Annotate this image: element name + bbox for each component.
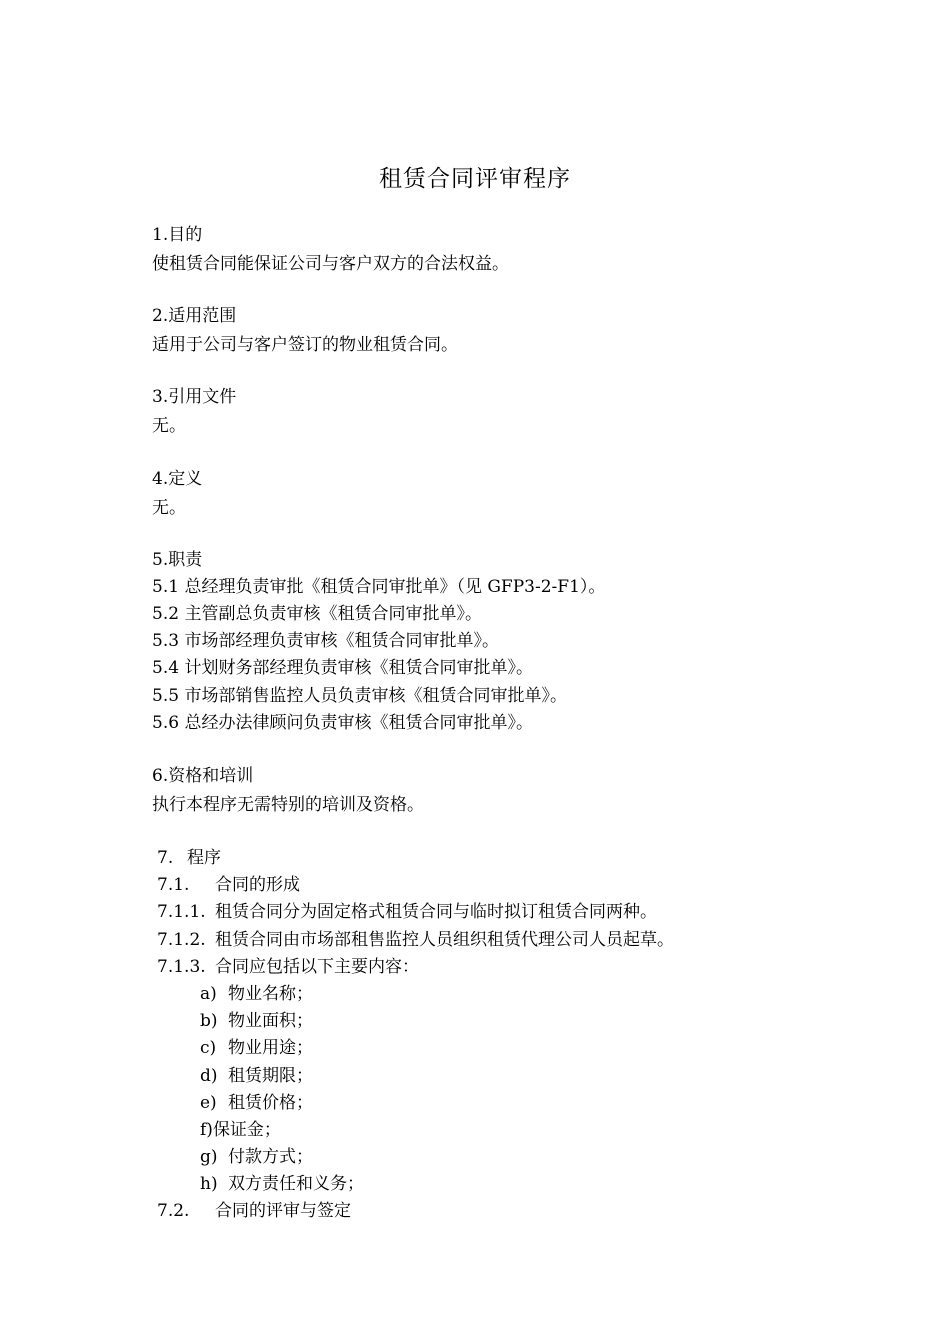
list-marker: h)	[200, 1174, 218, 1194]
subsection-title: 合同的形成	[215, 875, 300, 895]
section-2-heading: 2.适用范围	[152, 306, 237, 326]
list-item	[200, 1119, 281, 1141]
section-2-body: 适用于公司与客户签订的物业租赁合同。	[152, 335, 458, 355]
section-number: 7.	[157, 848, 174, 868]
list-text: 物业用途；	[228, 1038, 313, 1058]
list-text: 保证金；	[212, 1120, 281, 1140]
list-item	[200, 1092, 313, 1114]
list-item	[200, 1173, 364, 1195]
section-title: 程序	[187, 848, 221, 868]
list-text: 租赁价格；	[228, 1093, 313, 1113]
clause-number: 7.1.3.	[157, 957, 206, 977]
list-text: 付款方式；	[228, 1147, 313, 1167]
list-item	[200, 1037, 313, 1059]
section-7-heading	[157, 847, 221, 869]
clause-7-1-3	[157, 956, 419, 978]
clause-text: 租赁合同分为固定格式租赁合同与临时拟订租赁合同两种。	[215, 902, 657, 922]
list-marker: d)	[200, 1066, 218, 1086]
list-marker: f)	[200, 1120, 213, 1140]
section-5-heading: 5.职责	[152, 550, 203, 570]
section-4-heading: 4.定义	[152, 469, 203, 489]
section-3-body: 无。	[152, 416, 186, 436]
section-6-body: 执行本程序无需特别的培训及资格。	[152, 795, 424, 815]
section-3-heading: 3.引用文件	[152, 387, 237, 407]
section-5-item: 5.5 市场部销售监控人员负责审核《租赁合同审批单》。	[152, 686, 567, 706]
list-item	[200, 1065, 313, 1087]
list-item	[200, 983, 313, 1005]
section-1-body: 使租赁合同能保证公司与客户双方的合法权益。	[152, 254, 509, 274]
clause-7-1-2	[157, 929, 674, 951]
clause-text: 合同应包括以下主要内容：	[215, 957, 419, 977]
subsection-7-2	[157, 1200, 351, 1222]
section-5-item: 5.6 总经办法律顾问负责审核《租赁合同审批单》。	[152, 713, 533, 733]
clause-text: 租赁合同由市场部租售监控人员组织租赁代理公司人员起草。	[215, 930, 674, 950]
section-1-heading: 1.目的	[152, 225, 203, 245]
section-5-item: 5.2 主管副总负责审核《租赁合同审批单》。	[152, 604, 482, 624]
section-5-item: 5.3 市场部经理负责审核《租赁合同审批单》。	[152, 631, 499, 651]
subsection-number: 7.1.	[157, 875, 190, 895]
section-5-item: 5.1 总经理负责审批《租赁合同审批单》（见 GFP3-2-F1）。	[152, 577, 606, 597]
list-item	[200, 1010, 313, 1032]
list-marker: g)	[200, 1147, 218, 1167]
clause-7-1-1	[157, 901, 657, 923]
list-text: 租赁期限；	[228, 1066, 313, 1086]
section-6-heading: 6.资格和培训	[152, 766, 254, 786]
clause-number: 7.1.2.	[157, 930, 206, 950]
subsection-number: 7.2.	[157, 1201, 190, 1221]
list-marker: e)	[200, 1093, 217, 1113]
list-marker: b)	[200, 1011, 218, 1031]
clause-number: 7.1.1.	[157, 902, 206, 922]
document-title: 租赁合同评审程序	[379, 166, 571, 192]
list-item	[200, 1146, 313, 1168]
section-5-item: 5.4 计划财务部经理负责审核《租赁合同审批单》。	[152, 658, 533, 678]
list-text: 物业面积；	[228, 1011, 313, 1031]
subsection-7-1	[157, 874, 300, 896]
list-text: 双方责任和义务；	[228, 1174, 364, 1194]
section-4-body: 无。	[152, 498, 186, 518]
subsection-title: 合同的评审与签定	[215, 1201, 351, 1221]
list-marker: c)	[200, 1038, 217, 1058]
list-text: 物业名称；	[228, 984, 313, 1004]
list-marker: a)	[200, 984, 217, 1004]
